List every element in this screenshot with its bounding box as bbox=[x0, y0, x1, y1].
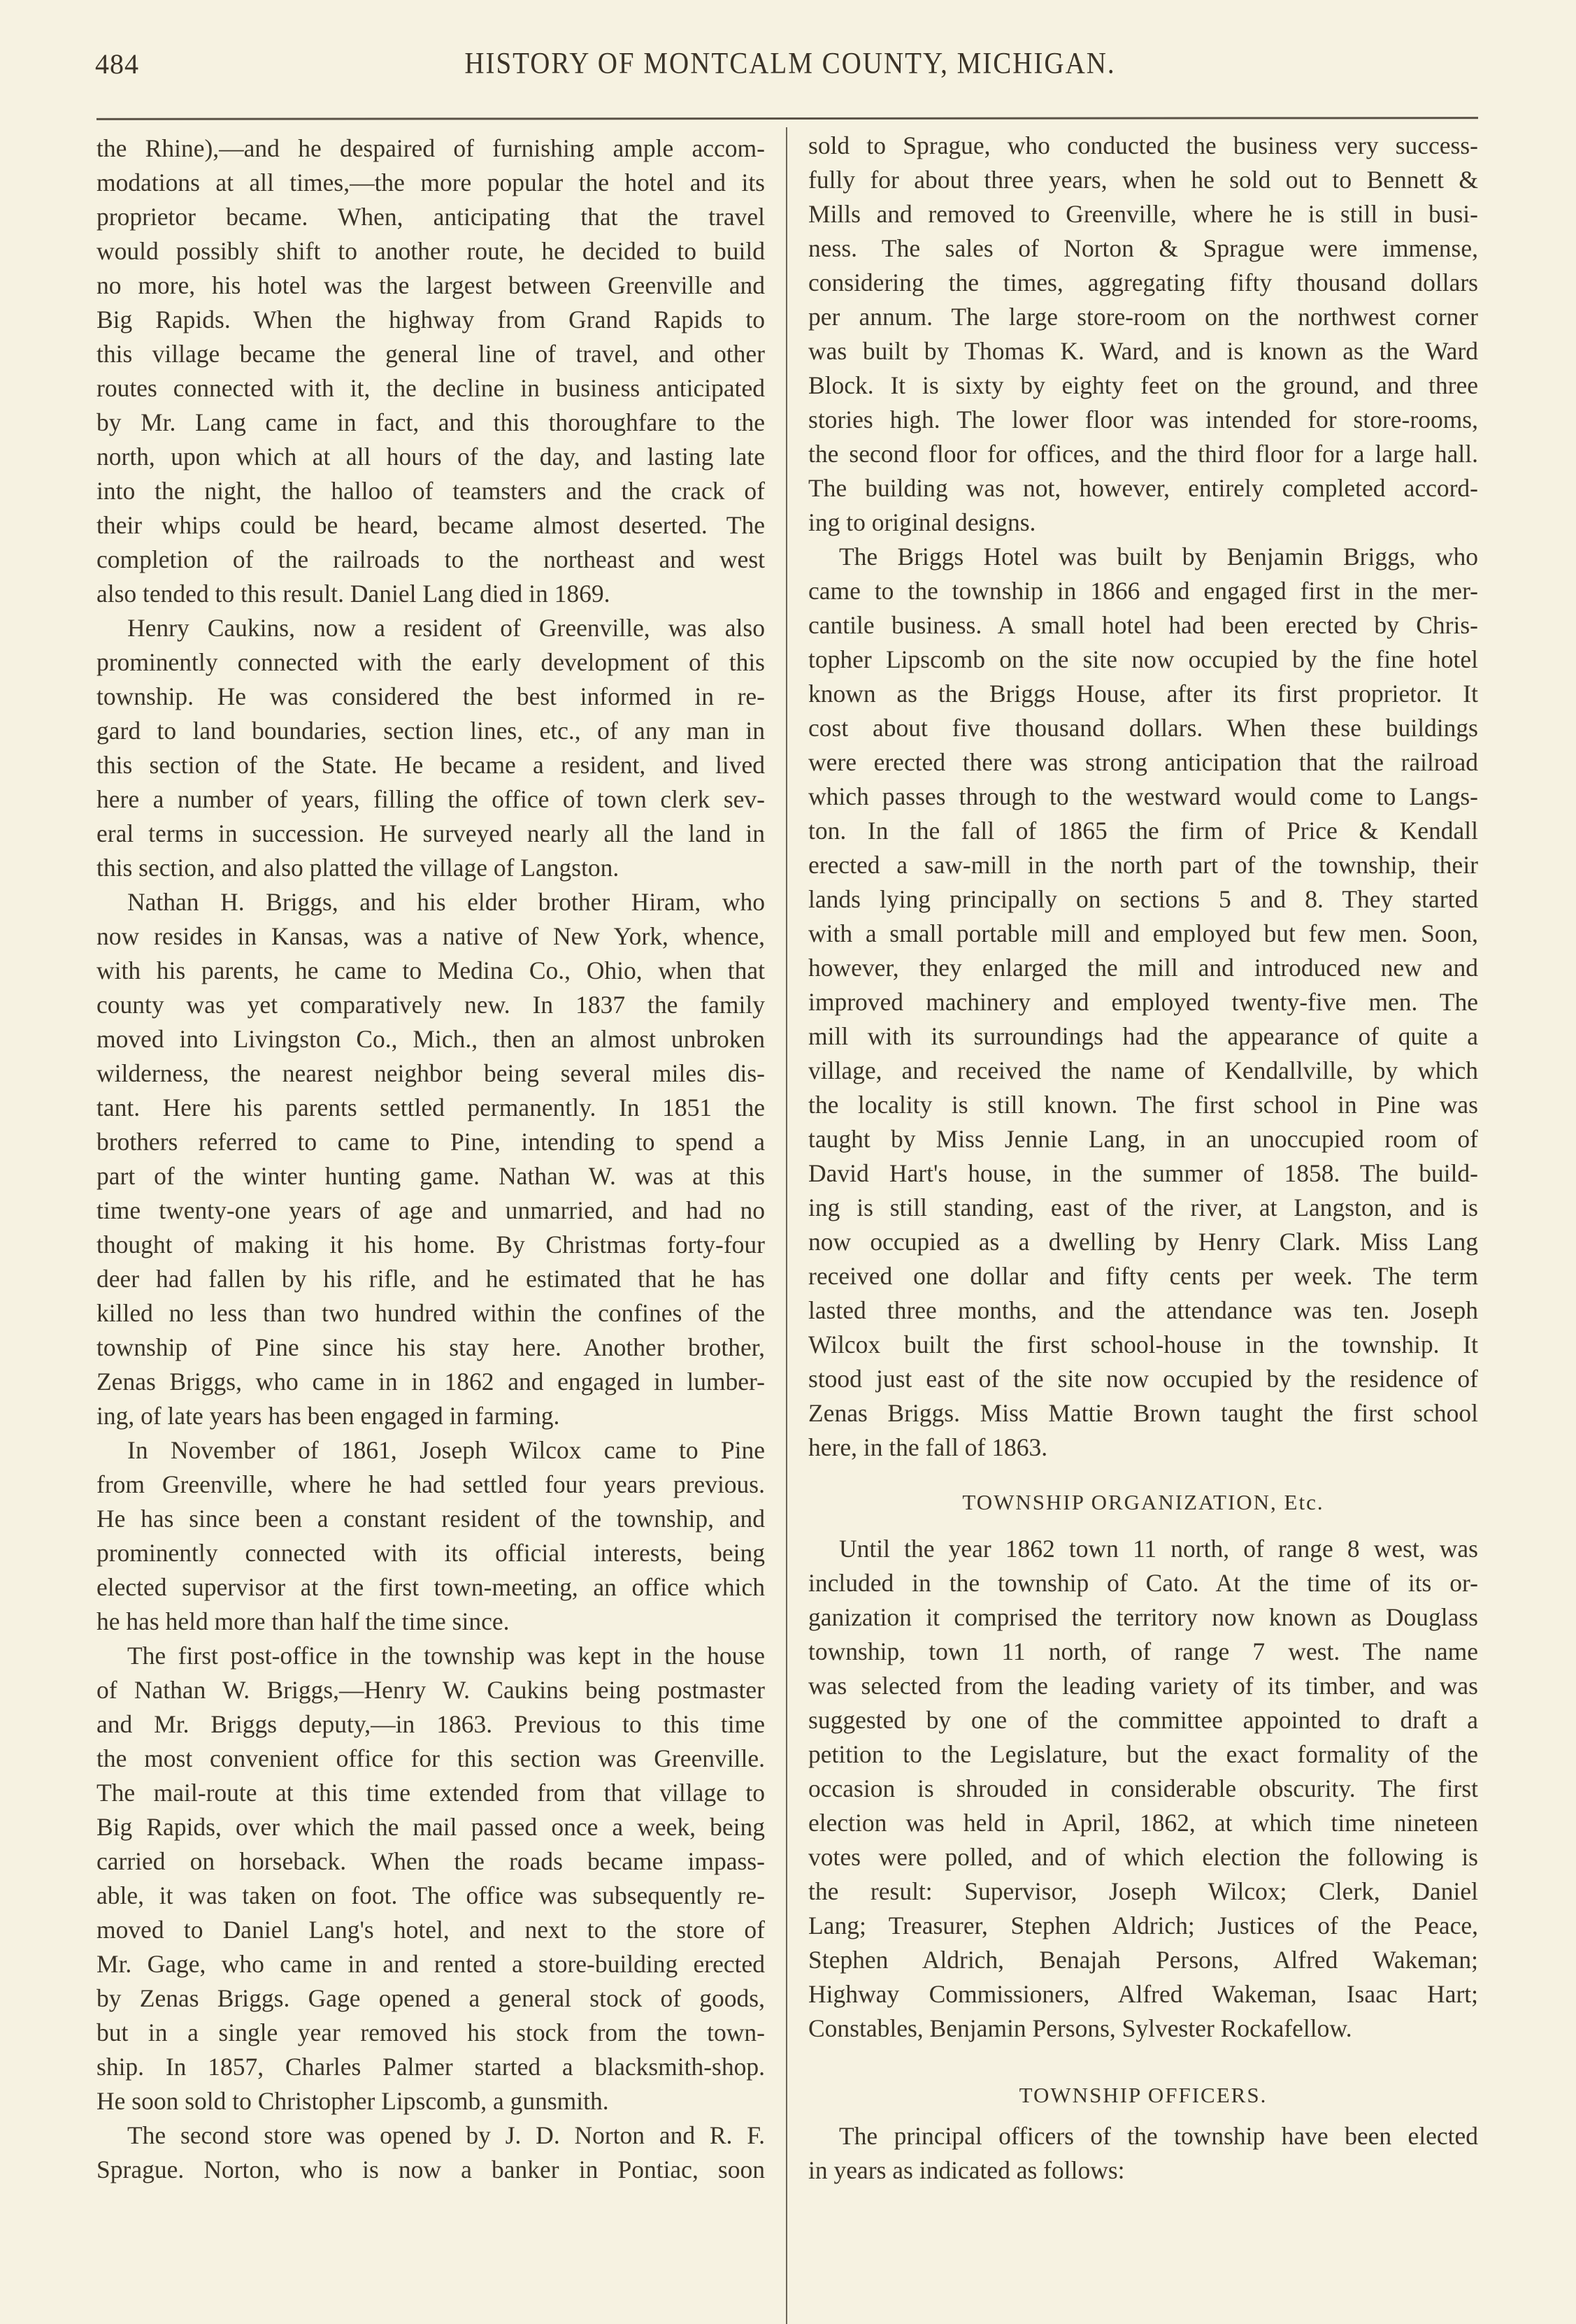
text-line: the result: Supervisor, Joseph Wilcox; Clerk, Daniel bbox=[808, 1877, 1478, 1905]
text-line: Lang; Treasurer, Stephen Aldrich; Justices of the Peace, bbox=[808, 1911, 1478, 1939]
text-line: their whips could be heard, became almost deserted. The bbox=[96, 511, 765, 539]
text-line: erected a saw-mill in the north part of the township, their bbox=[808, 851, 1478, 879]
text-line: He soon sold to Christopher Lipscomb, a gunsmith. bbox=[96, 2087, 609, 2115]
paragraph bbox=[96, 1433, 765, 1639]
text-line: The building was not, however, entirely completed accord- bbox=[808, 474, 1478, 502]
text-line: cost about five thousand dollars. When these buildings bbox=[808, 714, 1478, 742]
text-line: here, in the fall of 1863. bbox=[808, 1433, 1048, 1461]
text-line: and Mr. Briggs deputy,—in 1863. Previous to this time bbox=[96, 1710, 765, 1738]
text-line: came to the township in 1866 and engaged first in the mer- bbox=[808, 577, 1478, 605]
text-line: with a small portable mill and employed but few men. Soon, bbox=[808, 919, 1478, 947]
text-line: which passes through to the westward would come to Langs- bbox=[808, 782, 1478, 810]
text-line: Until the year 1862 town 11 north, of range 8 west, was bbox=[839, 1535, 1478, 1563]
left-column bbox=[96, 131, 765, 2187]
text-line: stories high. The lower floor was intended for store-rooms, bbox=[808, 406, 1478, 433]
text-line: The mail-route at this time extended from that village to bbox=[96, 1779, 765, 1807]
paragraph bbox=[96, 1639, 765, 2118]
text-line: now resides in Kansas, was a native of New York, whence, bbox=[96, 922, 765, 950]
text-line: by Zenas Briggs. Gage opened a general stock of goods, bbox=[96, 1984, 765, 2012]
text-line: but in a single year removed his stock from the town- bbox=[96, 2018, 765, 2046]
text-line: Big Rapids. When the highway from Grand Rapids to bbox=[96, 306, 765, 333]
text-line: township, town 11 north, of range 7 west. The name bbox=[808, 1637, 1478, 1665]
text-line: The second store was opened by J. D. Norton and R. F. bbox=[127, 2121, 765, 2149]
text-line: moved to Daniel Lang's hotel, and next to the store of bbox=[96, 1916, 765, 1944]
text-line: ing, of late years has been engaged in farming. bbox=[96, 1402, 560, 1430]
text-line: now occupied as a dwelling by Henry Clark. Miss Lang bbox=[808, 1228, 1478, 1256]
paragraph bbox=[96, 611, 765, 885]
text-line: gard to land boundaries, section lines, etc., of any man in bbox=[96, 717, 765, 745]
text-line: was selected from the leading variety of its timber, and was bbox=[808, 1672, 1478, 1700]
text-line: ness. The sales of Norton & Sprague were immense, bbox=[808, 234, 1478, 262]
text-line: votes were polled, and of which election the following is bbox=[808, 1843, 1478, 1871]
paragraph bbox=[96, 131, 765, 611]
text-line: included in the township of Cato. At the time of its or- bbox=[808, 1569, 1478, 1597]
text-line: township of Pine since his stay here. Another brother, bbox=[96, 1333, 765, 1361]
text-line: taught by Miss Jennie Lang, in an unoccupied room of bbox=[808, 1125, 1478, 1153]
text-line: no more, his hotel was the largest between Greenville and bbox=[96, 271, 765, 299]
text-line: township. He was considered the best informed in re- bbox=[96, 682, 765, 710]
column-divider bbox=[786, 127, 787, 2324]
text-line: from Greenville, where he had settled four years previous. bbox=[96, 1470, 765, 1498]
text-line: routes connected with it, the decline in business anticipated bbox=[96, 374, 765, 402]
text-line: Henry Caukins, now a resident of Greenville, was also bbox=[127, 614, 765, 642]
text-line: David Hart's house, in the summer of 1858. The build- bbox=[808, 1159, 1478, 1187]
text-line: In November of 1861, Joseph Wilcox came to Pine bbox=[127, 1436, 765, 1464]
text-line: Constables, Benjamin Persons, Sylvester Rockafellow. bbox=[808, 2014, 1352, 2042]
text-line: part of the winter hunting game. Nathan W. was at this bbox=[96, 1162, 765, 1190]
text-line: however, they enlarged the mill and introduced new and bbox=[808, 954, 1478, 982]
text-line: brothers referred to came to Pine, intending to spend a bbox=[96, 1128, 765, 1156]
text-line: The principal officers of the township have been elected bbox=[839, 2122, 1478, 2150]
page-number: 484 bbox=[95, 48, 139, 80]
text-line: Big Rapids, over which the mail passed once a week, being bbox=[96, 1813, 765, 1841]
text-line: ship. In 1857, Charles Palmer started a blacksmith-shop. bbox=[96, 2053, 765, 2081]
text-line: this section of the State. He became a resident, and lived bbox=[96, 751, 765, 779]
text-line: ganization it comprised the territory now known as Douglass bbox=[808, 1603, 1478, 1631]
text-line: here a number of years, filling the office of town clerk sev- bbox=[96, 785, 765, 813]
text-line: wilderness, the nearest neighbor being several miles dis- bbox=[96, 1059, 765, 1087]
text-line: topher Lipscomb on the site now occupied by the fine hotel bbox=[808, 645, 1478, 673]
text-line: with his parents, he came to Medina Co., Ohio, when that bbox=[96, 956, 765, 984]
text-line: time twenty-one years of age and unmarried, and had no bbox=[96, 1196, 765, 1224]
text-line: Nathan H. Briggs, and his elder brother Hiram, who bbox=[127, 888, 765, 916]
text-line: Mr. Gage, who came in and rented a store-building erected bbox=[96, 1950, 765, 1978]
paragraph bbox=[808, 540, 1478, 1465]
text-line: carried on horseback. When the roads became impass- bbox=[96, 1847, 765, 1875]
text-line: elected supervisor at the first town-meeting, an office which bbox=[96, 1573, 765, 1601]
text-line: Zenas Briggs, who came in in 1862 and engaged in lumber- bbox=[96, 1368, 765, 1396]
text-line: Stephen Aldrich, Benajah Persons, Alfred Wakeman; bbox=[808, 1946, 1478, 1974]
text-line: killed no less than two hundred within the confines of the bbox=[96, 1299, 765, 1327]
text-line: Zenas Briggs. Miss Mattie Brown taught the first school bbox=[808, 1399, 1478, 1427]
text-line: considering the times, aggregating fifty thousand dollars bbox=[808, 268, 1478, 296]
text-line: Sprague. Norton, who is now a banker in Pontiac, soon bbox=[96, 2156, 765, 2183]
text-line: county was yet comparatively new. In 1837 the family bbox=[96, 991, 765, 1019]
section-heading: TOWNSHIP OFFICERS. bbox=[1019, 2083, 1268, 2107]
text-line: able, it was taken on foot. The office was subsequently re- bbox=[96, 1881, 765, 1909]
text-line: the Rhine),—and he despaired of furnishing ample accom- bbox=[96, 134, 765, 162]
text-line: by Mr. Lang came in fact, and this thoroughfare to the bbox=[96, 408, 765, 436]
text-line: deer had fallen by his rifle, and he estimated that he has bbox=[96, 1265, 765, 1293]
paragraph bbox=[808, 129, 1478, 540]
text-line: the most convenient office for this section was Greenville. bbox=[96, 1744, 765, 1772]
text-line: this section, and also platted the village of Langston. bbox=[96, 854, 619, 882]
text-line: prominently connected with its official interests, being bbox=[96, 1539, 765, 1567]
text-line: suggested by one of the committee appointed to draft a bbox=[808, 1706, 1478, 1734]
paragraph bbox=[96, 885, 765, 1433]
text-line: moved into Livingston Co., Mich., then an almost unbroken bbox=[96, 1025, 765, 1053]
text-line: known as the Briggs House, after its first proprietor. It bbox=[808, 680, 1478, 708]
text-line: cantile business. A small hotel had been erected by Chris- bbox=[808, 611, 1478, 639]
text-line: the locality is still known. The first school in Pine was bbox=[808, 1091, 1478, 1119]
paragraph bbox=[808, 1532, 1478, 2046]
header-rule bbox=[96, 117, 1478, 120]
text-line: proprietor became. When, anticipating that the travel bbox=[96, 203, 765, 231]
text-line: village, and received the name of Kendallville, by which bbox=[808, 1056, 1478, 1084]
text-line: He has since been a constant resident of the township, and bbox=[96, 1505, 765, 1533]
paragraph bbox=[808, 2119, 1478, 2188]
text-line: north, upon which at all hours of the day, and lasting late bbox=[96, 443, 765, 471]
text-line: of Nathan W. Briggs,—Henry W. Caukins being postmaster bbox=[96, 1676, 765, 1704]
text-line: occasion is shrouded in considerable obscurity. The first bbox=[808, 1774, 1478, 1802]
running-title: HISTORY OF MONTCALM COUNTY, MICHIGAN. bbox=[464, 46, 1116, 80]
text-line: election was held in April, 1862, at which time nineteen bbox=[808, 1809, 1478, 1837]
text-line: prominently connected with the early development of this bbox=[96, 648, 765, 676]
text-line: petition to the Legislature, but the exact formality of the bbox=[808, 1740, 1478, 1768]
text-line: lands lying principally on sections 5 and 8. They started bbox=[808, 885, 1478, 913]
right-column bbox=[808, 129, 1478, 2188]
text-line: The first post-office in the township was kept in the house bbox=[127, 1642, 765, 1670]
text-line: were erected there was strong anticipation that the railroad bbox=[808, 748, 1478, 776]
text-line: Highway Commissioners, Alfred Wakeman, Isaac Hart; bbox=[808, 1980, 1478, 2008]
text-line: thought of making it his home. By Christmas forty-four bbox=[96, 1231, 765, 1258]
text-line: he has held more than half the time since. bbox=[96, 1607, 510, 1635]
text-line: mill with its surroundings had the appearance of quite a bbox=[808, 1022, 1478, 1050]
text-line: also tended to this result. Daniel Lang died in 1869. bbox=[96, 580, 610, 608]
text-line: Block. It is sixty by eighty feet on the ground, and three bbox=[808, 371, 1478, 399]
text-line: eral terms in succession. He surveyed nearly all the land in bbox=[96, 819, 765, 847]
text-line: in years as indicated as follows: bbox=[808, 2156, 1125, 2184]
text-line: ing to original designs. bbox=[808, 508, 1036, 536]
text-line: this village became the general line of travel, and other bbox=[96, 340, 765, 368]
text-line: Mills and removed to Greenville, where he is still in busi- bbox=[808, 200, 1478, 228]
text-line: sold to Sprague, who conducted the business very success- bbox=[808, 131, 1478, 159]
text-line: would possibly shift to another route, he decided to build bbox=[96, 237, 765, 265]
text-line: per annum. The large store-room on the northwest corner bbox=[808, 303, 1478, 331]
text-line: received one dollar and fifty cents per week. The term bbox=[808, 1262, 1478, 1290]
text-line: ton. In the fall of 1865 the firm of Price & Kendall bbox=[808, 817, 1478, 845]
text-line: completion of the railroads to the northeast and west bbox=[96, 545, 765, 573]
text-line: The Briggs Hotel was built by Benjamin Briggs, who bbox=[839, 543, 1478, 571]
text-line: into the night, the halloo of teamsters and the crack of bbox=[96, 477, 765, 505]
text-line: lasted three months, and the attendance was ten. Joseph bbox=[808, 1296, 1478, 1324]
text-line: Wilcox built the first school-house in the township. It bbox=[808, 1330, 1478, 1358]
text-line: fully for about three years, when he sold out to Bennett & bbox=[808, 166, 1478, 194]
text-line: modations at all times,—the more popular the hotel and its bbox=[96, 168, 765, 196]
text-line: ing is still standing, east of the river, at Langston, and is bbox=[808, 1193, 1478, 1221]
section-heading: TOWNSHIP ORGANIZATION, Etc. bbox=[962, 1490, 1324, 1514]
text-line: improved machinery and employed twenty-five men. The bbox=[808, 988, 1478, 1016]
text-line: was built by Thomas K. Ward, and is known as the Ward bbox=[808, 337, 1478, 365]
text-line: tant. Here his parents settled permanently. In 1851 the bbox=[96, 1093, 765, 1121]
text-line: the second floor for offices, and the third floor for a large hall. bbox=[808, 440, 1478, 468]
text-line: stood just east of the site now occupied by the residence of bbox=[808, 1365, 1478, 1393]
paragraph bbox=[96, 2118, 765, 2187]
